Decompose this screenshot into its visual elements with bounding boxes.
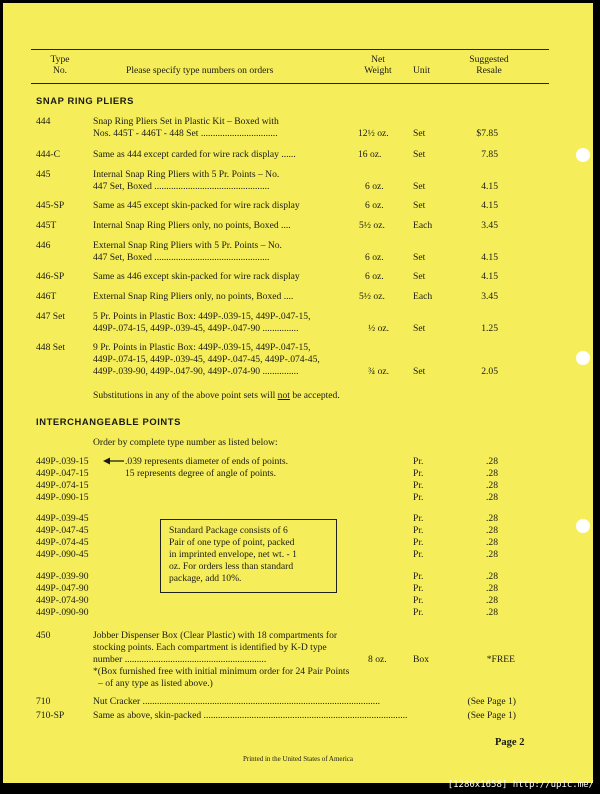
row-type: 446T xyxy=(36,291,57,302)
row-desc: 447 Set, Boxed ................................................ xyxy=(93,181,270,192)
substitution-note: Substitutions in any of the above point sets will not be accepted. xyxy=(93,390,340,401)
point-price: .28 xyxy=(486,537,498,548)
row-desc: Same as 446 except skin-packed for wire rack display xyxy=(93,271,300,282)
point-unit: Pr. xyxy=(413,549,424,560)
point-unit: Pr. xyxy=(413,583,424,594)
row-price: 4.15 xyxy=(481,252,498,263)
row-unit: Set xyxy=(413,181,426,192)
point-unit: Pr. xyxy=(413,525,424,536)
row-type: 445-SP xyxy=(36,200,65,211)
point-price: .28 xyxy=(486,468,498,479)
row-price: 1.25 xyxy=(481,323,498,334)
row-type: 450 xyxy=(36,630,51,641)
point-unit: Pr. xyxy=(413,468,424,479)
row-weight: 6 oz. xyxy=(365,252,384,263)
row-type: 445 xyxy=(36,169,51,180)
point-type: 449P-.047-90 xyxy=(36,583,89,594)
col-header-weight: Net Weight xyxy=(364,54,392,76)
row-unit: Box xyxy=(413,654,429,665)
row-weight: 6 oz. xyxy=(365,200,384,211)
row-unit: Set xyxy=(413,200,426,211)
point-type: 449P-.074-15 xyxy=(36,480,89,491)
row-nut-cracker xyxy=(36,696,516,707)
row-desc: External Snap Ring Pliers only, no points, Boxed .... xyxy=(93,291,294,302)
point-price: .28 xyxy=(486,595,498,606)
row-price: 3.45 xyxy=(481,291,498,302)
point-price: .28 xyxy=(486,492,498,503)
col-header-unit: Unit xyxy=(413,65,431,76)
point-unit: Pr. xyxy=(413,513,424,524)
row-desc: Same as above, skin-packed ..................................................................................... xyxy=(93,710,408,721)
row-type: 447 Set xyxy=(36,311,66,322)
row-type: 448 Set xyxy=(36,342,66,353)
point-unit: Pr. xyxy=(413,571,424,582)
row-weight: ½ oz. xyxy=(368,323,390,334)
binder-hole xyxy=(576,351,590,365)
point-unit: Pr. xyxy=(413,492,424,503)
point-price: .28 xyxy=(486,607,498,618)
row-desc: Nut Cracker ................................................................................................... xyxy=(93,696,380,707)
row-type: 446 xyxy=(36,240,51,251)
package-box-line: in imprinted envelope, net wt. - 1 xyxy=(169,549,297,560)
point-price: .28 xyxy=(486,583,498,594)
row-unit: Set xyxy=(413,271,426,282)
point-type: 449P-.039-90 xyxy=(36,571,89,582)
point-unit: Pr. xyxy=(413,607,424,618)
row-desc: 5 Pr. Points in Plastic Box: 449P-.039-15, 449P-.047-15, xyxy=(93,311,311,322)
points-legend-angle: 15 represents degree of angle of points. xyxy=(125,468,277,479)
row-unit: Each xyxy=(413,291,433,302)
point-type: 449P-.074-45 xyxy=(36,537,89,548)
point-type: 449P-.090-90 xyxy=(36,607,89,618)
header-bottom-rule xyxy=(31,83,549,84)
point-type: 449P-.074-90 xyxy=(36,595,89,606)
row-nut-cracker-sp xyxy=(36,710,516,721)
row-type: 444-C xyxy=(36,149,60,160)
package-box-line: oz. For orders less than standard xyxy=(169,561,294,572)
row-unit: Set xyxy=(413,149,426,160)
row-desc: 447 Set, Boxed ................................................ xyxy=(93,252,270,263)
jobber-footnote: *(Box furnished free with initial minimum order for 24 Pair Points xyxy=(93,666,350,677)
page-number: Page 2 xyxy=(495,737,525,748)
row-desc: 449P-.039-90, 449P-.047-90, 449P-.074-90 ............... xyxy=(93,366,299,377)
row-type: 445T xyxy=(36,220,57,231)
row-weight: 6 oz. xyxy=(365,181,384,192)
row-type: 710 xyxy=(36,696,51,707)
section-title-points: INTERCHANGEABLE POINTS xyxy=(36,416,181,427)
row-desc: 449P-.074-15, 449P-.039-45, 449P-.047-90 ............... xyxy=(93,323,299,334)
point-type: 449P-.090-45 xyxy=(36,549,89,560)
binder-hole xyxy=(576,148,590,162)
row-desc: External Snap Ring Pliers with 5 Pr. Points – No. xyxy=(93,240,282,251)
row-price: 4.15 xyxy=(481,181,498,192)
row-unit: Set xyxy=(413,252,426,263)
row-price: *FREE xyxy=(486,654,515,665)
row-type: 710-SP xyxy=(36,710,65,721)
row-weight: 16 oz. xyxy=(358,149,382,160)
row-type: 444 xyxy=(36,116,51,127)
row-weight: ¾ oz. xyxy=(368,366,390,377)
point-type: 449P-.047-45 xyxy=(36,525,89,536)
row-price: 3.45 xyxy=(481,220,498,231)
row-weight: 5½ oz. xyxy=(359,220,385,231)
col-header-type: Type No. xyxy=(50,54,70,76)
row-desc: 449P-.074-15, 449P-.039-45, 449P-.047-45, 449P-.074-45, xyxy=(93,354,320,365)
row-desc: Snap Ring Pliers Set in Plastic Kit – Boxed with xyxy=(93,116,279,127)
point-unit: Pr. xyxy=(413,595,424,606)
point-price: .28 xyxy=(486,525,498,536)
row-desc: 9 Pr. Points in Plastic Box: 449P-.039-15, 449P-.047-15, xyxy=(93,342,311,353)
arrow-left-icon xyxy=(103,456,125,466)
row-price: $7.85 xyxy=(476,128,498,139)
points-legend-diameter: .039 represents diameter of ends of points. xyxy=(125,456,289,467)
row-desc: Nos. 445T - 446T - 448 Set ................................ xyxy=(93,128,278,139)
point-price: .28 xyxy=(486,571,498,582)
package-box-line: Pair of one type of point, packed xyxy=(169,537,295,548)
row-price: 2.05 xyxy=(481,366,498,377)
package-box-line: Standard Package consists of 6 xyxy=(169,525,288,536)
jobber-desc: Jobber Dispenser Box (Clear Plastic) with 18 compartments for xyxy=(93,630,338,641)
section-title-snap-ring: SNAP RING PLIERS xyxy=(36,95,134,106)
header-top-rule xyxy=(31,49,549,50)
point-price: .28 xyxy=(486,513,498,524)
row-price: 4.15 xyxy=(481,271,498,282)
row-desc: Internal Snap Ring Pliers only, no points, Boxed .... xyxy=(93,220,291,231)
jobber-footnote: – of any type as listed above.) xyxy=(98,678,213,689)
point-unit: Pr. xyxy=(413,456,424,467)
point-type: 449P-.047-15 xyxy=(36,468,89,479)
row-price: 7.85 xyxy=(481,149,498,160)
row-ref: (See Page 1) xyxy=(456,696,516,707)
row-desc: Same as 444 except carded for wire rack display ...... xyxy=(93,149,296,160)
point-unit: Pr. xyxy=(413,537,424,548)
watermark: [1280x1658] http://upic.me/ xyxy=(447,780,594,790)
point-type: 449P-.039-45 xyxy=(36,513,89,524)
row-weight: 6 oz. xyxy=(365,271,384,282)
row-type: 446-SP xyxy=(36,271,65,282)
row-unit: Each xyxy=(413,220,433,231)
jobber-desc: number ........................................................... xyxy=(93,654,267,665)
row-price: 4.15 xyxy=(481,200,498,211)
row-desc: Same as 445 except skin-packed for wire rack display xyxy=(93,200,300,211)
col-header-resale: Suggested Resale xyxy=(469,54,509,76)
printed-note: Printed in the United States of America xyxy=(242,755,354,763)
row-desc: Internal Snap Ring Pliers with 5 Pr. Points – No. xyxy=(93,169,280,180)
point-price: .28 xyxy=(486,456,498,467)
row-unit: Set xyxy=(413,366,426,377)
standard-package-box xyxy=(160,519,337,593)
col-header-desc: Please specify type numbers on orders xyxy=(126,65,274,76)
point-type: 449P-.090-15 xyxy=(36,492,89,503)
point-price: .28 xyxy=(486,549,498,560)
row-unit: Set xyxy=(413,323,426,334)
row-ref: (See Page 1) xyxy=(456,710,516,721)
row-weight: 5½ oz. xyxy=(359,291,385,302)
catalog-page xyxy=(3,3,593,783)
point-price: .28 xyxy=(486,480,498,491)
row-unit: Set xyxy=(413,128,426,139)
binder-hole xyxy=(576,519,590,533)
row-weight: 12½ oz. xyxy=(358,128,389,139)
row-weight: 8 oz. xyxy=(368,654,387,665)
points-intro: Order by complete type number as listed below: xyxy=(93,437,278,448)
point-type: 449P-.039-15 xyxy=(36,456,89,467)
jobber-desc: stocking points. Each compartment is identified by K-D type xyxy=(93,642,327,653)
point-unit: Pr. xyxy=(413,480,424,491)
package-box-line: package, add 10%. xyxy=(169,573,242,584)
